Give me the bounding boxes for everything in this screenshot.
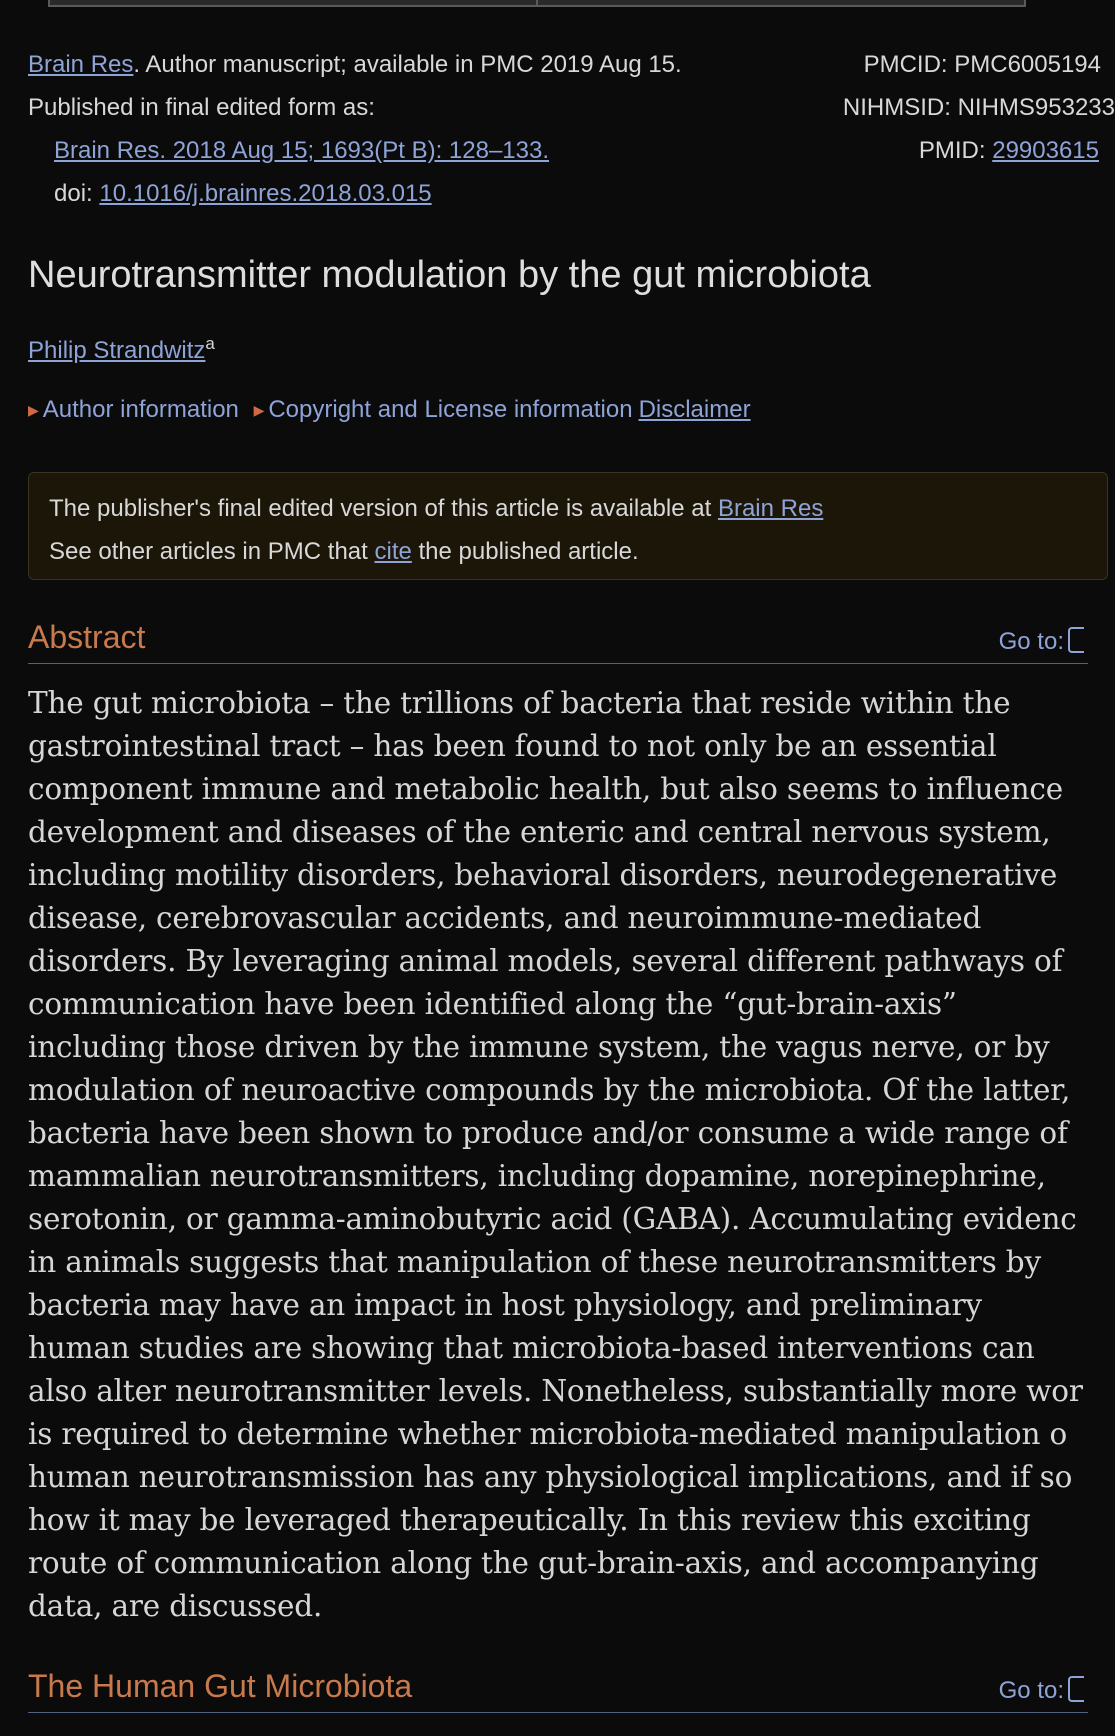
abstract-line: how it may be leveraged therapeutically. In this review this exciting xyxy=(28,1503,1031,1537)
abstract-line: mammalian neurotransmitters, including dopamine, norepinephrine, xyxy=(28,1159,1046,1193)
gut-microbiota-section-header xyxy=(28,1666,1088,1713)
author-link[interactable]: Philip Strandwitz xyxy=(28,337,206,364)
abstract-line: bacteria may have an impact in host physiology, and preliminary xyxy=(28,1288,982,1322)
citation-link[interactable]: Brain Res. 2018 Aug 15; 1693(Pt B): 128–133. xyxy=(54,137,550,164)
goto-menu[interactable] xyxy=(999,1676,1084,1705)
abstract-heading: Abstract xyxy=(28,619,146,655)
publisher-notice-box xyxy=(28,472,1108,580)
goto-dropdown-icon xyxy=(1068,1676,1084,1702)
article-title: Neurotransmitter modulation by the gut microbiota xyxy=(28,254,871,296)
abstract-line: modulation of neuroactive compounds by the microbiota. Of the latter, xyxy=(28,1073,1071,1107)
goto-label: Go to: xyxy=(998,1677,1064,1704)
brain-res-link[interactable]: Brain Res xyxy=(717,495,824,522)
abstract-line: human neurotransmission has any physiological implications, and if so xyxy=(28,1460,1073,1494)
abstract-line: gastrointestinal tract – has been found to not only be an essential xyxy=(28,729,997,763)
abstract-line: in animals suggests that manipulation of these neurotransmitters by xyxy=(28,1245,1041,1279)
expand-triangle-icon: ▶ xyxy=(28,402,39,418)
author-information-toggle[interactable]: Author information xyxy=(42,396,239,423)
disclaimer-link[interactable]: Disclaimer xyxy=(638,396,751,423)
journal-line xyxy=(28,48,682,82)
section-heading: The Human Gut Microbiota xyxy=(28,1668,413,1704)
doi-line xyxy=(54,177,432,211)
abstract-line: disease, cerebrovascular accidents, and neuroimmune-mediated xyxy=(28,901,982,935)
meta-row-4 xyxy=(28,177,1085,220)
meta-row-1 xyxy=(28,48,1101,91)
abstract-line: including motility disorders, behavioral disorders, neurodegenerative xyxy=(28,858,1058,892)
expand-triangle-icon: ▶ xyxy=(253,402,265,418)
journal-suffix: . Author manuscript; available in PMC 2019 Aug 15. xyxy=(133,51,682,78)
goto-label: Go to: xyxy=(998,628,1064,655)
abstract-line: disorders. By leveraging animal models, several different pathways of xyxy=(28,944,1063,978)
copyright-license-toggle[interactable]: Copyright and License information xyxy=(268,396,633,423)
notice-text-2a: See other articles in PMC that xyxy=(49,538,375,565)
pmid xyxy=(919,134,1099,168)
about-author-manuscripts-button[interactable] xyxy=(50,0,536,5)
goto-dropdown-icon xyxy=(1068,627,1084,653)
notice-line-1 xyxy=(49,487,1107,530)
abstract-line: development and diseases of the enteric and central nervous system, xyxy=(28,815,1051,849)
abstract-line: communication have been identified along the “gut-brain-axis” xyxy=(28,987,957,1021)
abstract-line: bacteria have been shown to produce and/or consume a wide range of xyxy=(28,1116,1068,1150)
meta-row-3 xyxy=(28,134,1099,177)
abstract-line: component immune and metabolic health, but also seems to influence xyxy=(28,772,1064,806)
abstract-line: data, are discussed. xyxy=(28,1589,323,1623)
doi-label: doi: xyxy=(54,180,100,207)
abstract-line: route of communication along the gut-brain-axis, and accompanying xyxy=(28,1546,1039,1580)
author-line xyxy=(28,334,215,365)
notice-line-2 xyxy=(49,530,1107,573)
pmid-link[interactable]: 29903615 xyxy=(992,137,1099,164)
pmid-label: PMID: xyxy=(918,137,993,164)
abstract-text xyxy=(28,682,1085,1628)
doi-link[interactable]: 10.1016/j.brainres.2018.03.015 xyxy=(99,180,432,207)
pmcid: PMCID: PMC6005194 xyxy=(863,51,1101,78)
cite-link[interactable]: cite xyxy=(374,538,412,565)
abstract-line: including those driven by the immune system, the vagus nerve, or by xyxy=(28,1030,1050,1064)
abstract-line: also alter neurotransmitter levels. Nonetheless, substantially more wor xyxy=(28,1374,1083,1408)
published-label: Published in final edited form as: xyxy=(28,94,375,121)
nihmsid: NIHMSID: NIHMS953233 xyxy=(842,94,1115,121)
top-button-bar xyxy=(48,0,1026,7)
submit-manuscript-button[interactable] xyxy=(536,0,1024,5)
abstract-line: human studies are showing that microbiota-based interventions can xyxy=(28,1331,1035,1365)
abstract-line: The gut microbiota – the trillions of bacteria that reside within the xyxy=(28,686,1011,720)
citation-meta xyxy=(28,48,1115,220)
notice-text-2b: the published article. xyxy=(411,538,639,565)
journal-link[interactable]: Brain Res xyxy=(28,51,134,78)
abstract-line: is required to determine whether microbiota-mediated manipulation o xyxy=(28,1417,1068,1451)
notice-text-1: The publisher's final edited version of this article is available at xyxy=(49,495,718,522)
abstract-section-header xyxy=(28,617,1088,664)
affiliation-mark: a xyxy=(205,334,215,353)
meta-row-2 xyxy=(28,91,1115,134)
goto-menu[interactable] xyxy=(999,627,1084,656)
abstract-line: serotonin, or gamma-aminobutyric acid (GABA). Accumulating evidenc xyxy=(28,1202,1077,1236)
article-info-links xyxy=(28,396,751,424)
